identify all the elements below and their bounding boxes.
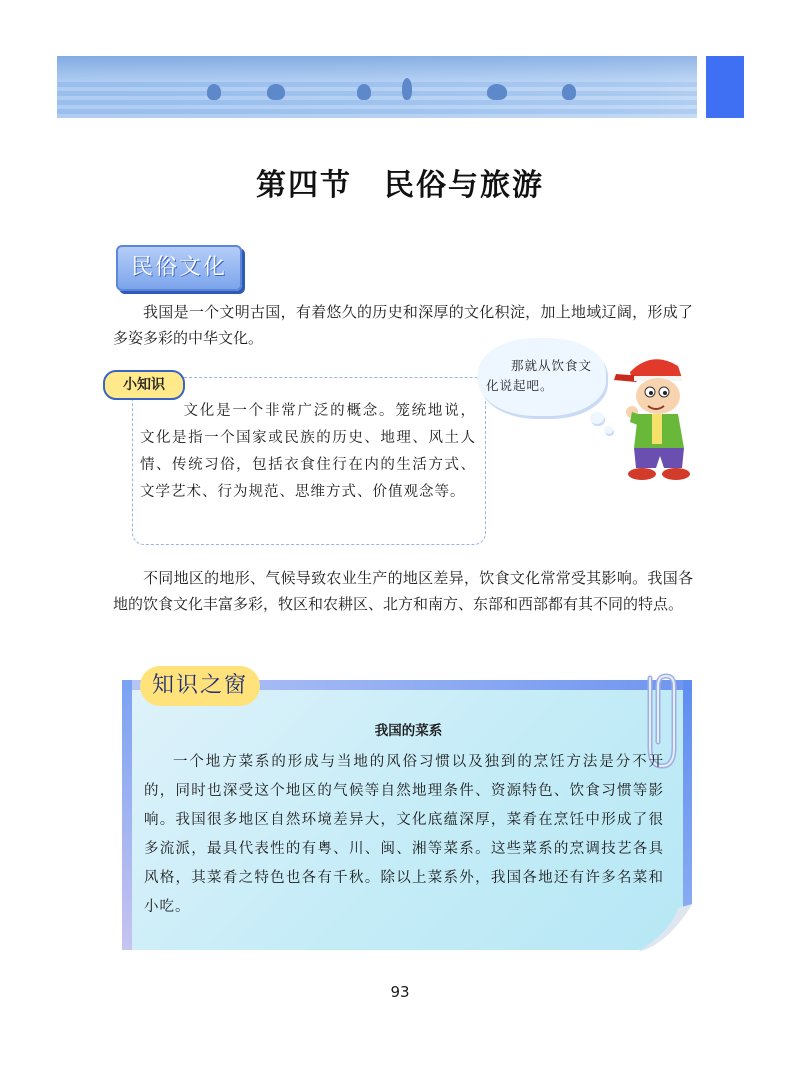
subsection-heading: 民俗文化 bbox=[116, 245, 242, 291]
knowledge-window-badge: 知识之窗 bbox=[140, 666, 260, 706]
chapter-tab bbox=[706, 56, 744, 118]
tree-shape bbox=[562, 84, 576, 100]
knowledge-window-text: 一个地方菜系的形成与当地的风俗习惯以及独到的烹饪方法是分不开的，同时也深受这个地区的气候等自然地理条件、资源特色、饮食习惯等影响。我国很多地区自然环境差异大，文化底蕴深厚，菜肴在烹饪中形成了很多流派，最具代表性的有粤、川、闽、湘等菜系。这些菜系的烹调技艺各具风格，其菜肴之特色也各有千秋。除以上菜系外，我国各地还有许多名菜和小吃。 bbox=[144, 754, 664, 915]
tree-shape bbox=[207, 84, 221, 100]
bubble-dot bbox=[590, 412, 604, 424]
tree-shape bbox=[487, 84, 507, 100]
tip-badge: 小知识 bbox=[103, 370, 185, 400]
tree-shape bbox=[267, 84, 285, 100]
intro-paragraph: 我国是一个文明古国，有着悠久的历史和深厚的文化积淀，加上地域辽阔，形成了多姿多彩的中华文化。 bbox=[113, 303, 693, 347]
tree-shape bbox=[402, 78, 412, 100]
banner-sky bbox=[57, 56, 697, 82]
page-number: 93 bbox=[390, 983, 410, 1001]
food-culture-paragraph: 不同地区的地形、气候导致农业生产的地区差异，饮食文化常常受其影响。我国各地的饮食文化丰富多彩，牧区和农耕区、北方和南方、东部和西部都有其不同的特点。 bbox=[113, 569, 693, 613]
section-title: 第四节 民俗与旅游 bbox=[256, 168, 544, 203]
speech-bubble-text: 那就从饮食文化说起吧。 bbox=[486, 358, 593, 393]
header-banner-image bbox=[57, 56, 697, 118]
banner-field bbox=[57, 82, 697, 118]
tip-text: 文化是一个非常广泛的概念。笼统地说，文化是指一个国家或民族的历史、地理、风土人情、传统习俗，包括衣食住行在内的生活方式、文学艺术、行为规范、思维方式、价值观念等。 bbox=[140, 403, 476, 500]
page-curl-corner bbox=[638, 904, 692, 952]
knowledge-window-title: 我国的菜系 bbox=[374, 723, 443, 739]
tree-shape bbox=[357, 84, 371, 100]
cartoon-boy-illustration bbox=[612, 352, 704, 484]
